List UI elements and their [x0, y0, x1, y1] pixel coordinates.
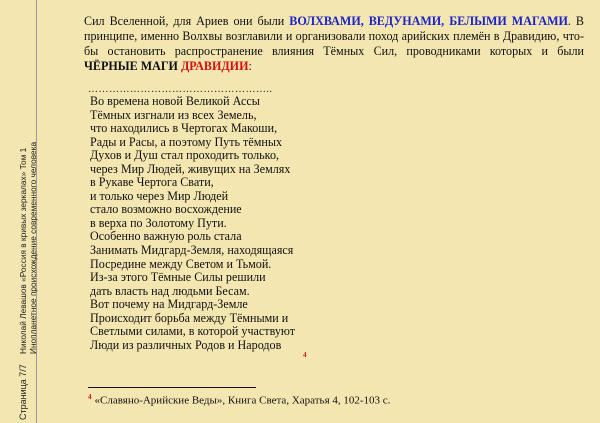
- book-title: Николай Левашов «Россия в кривых зеркалах» Том 1: [18, 147, 28, 354]
- poem-line: Особенно важную роль стала: [90, 229, 242, 244]
- poem-line: Духов и Душ стал проходить только,: [90, 148, 280, 163]
- intro-text-3: :: [248, 59, 252, 73]
- sidebar: [0, 0, 37, 423]
- poem-line: Люди из различных Родов и Народов: [90, 337, 282, 352]
- poem-line: в верха по Золотому Пути.: [90, 215, 227, 230]
- poem-line: что находились в Чертогах Макоши,: [90, 121, 278, 136]
- sidebar-text: [18, 142, 38, 420]
- poem-quote: [90, 95, 350, 352]
- footnote-text: «Славяно-Арийские Веды», Книга Света, Харатья 4, 102-103 с.: [94, 394, 391, 407]
- poem-line: Рады и Расы, а поэтому Путь тёмных: [90, 134, 282, 149]
- poem-line: и только через Мир Людей: [90, 188, 229, 203]
- poem-line: Посредине между Светом и Тьмой.: [90, 256, 272, 271]
- footnote: [88, 393, 390, 407]
- poem-line: через Мир Людей, живущих на Землях: [90, 161, 291, 176]
- poem-line: Светлыми силами, в которой участвуют: [90, 324, 296, 339]
- footnote-divider: [88, 387, 256, 388]
- poem-line: Занимать Мидгард-Земля, находящаяся: [90, 243, 294, 258]
- poem-line: стало возможно восхождение: [90, 202, 242, 217]
- intro-bold-text: ЧЁРНЫЕ МАГИ: [84, 59, 181, 73]
- poem-line: Тёмных изгнали из всех Земель,: [90, 107, 257, 122]
- dotted-separator: ……………………………………………..: [88, 84, 273, 95]
- intro-highlight-red: ДРАВИДИИ: [180, 59, 249, 73]
- footnote-number: 4: [88, 393, 92, 401]
- page-number: Страница 7/7: [18, 364, 28, 420]
- poem-line: дать власть над людьми Бесам.: [90, 283, 250, 298]
- book-subtitle: Инопланетное происхождение современного человека: [28, 141, 38, 354]
- intro-highlight-blue: ВОЛХВАМИ, ВЕДУНАМИ, БЕЛЫМИ МАГАМИ: [289, 14, 568, 28]
- poem-line: Вот почему на Мидгард-Земле: [90, 297, 248, 312]
- main-content: [84, 14, 584, 74]
- footnote-reference: 4: [303, 351, 307, 359]
- poem-line: Во времена новой Великой Ассы: [90, 94, 260, 108]
- poem-line: Происходит борьба между Тёмными и: [90, 310, 289, 325]
- intro-text-2: . В принципе, именно Волхвы возглавили и организовали поход арийских племён в Дравидию, что-бы остановить распространение влияния Тёмных Сил, проводниками которых и были: [84, 14, 584, 58]
- intro-text-1: Сил Вселенной, для Ариев они были: [84, 14, 290, 28]
- poem-line: в Рукаве Чертога Свати,: [90, 175, 214, 190]
- intro-paragraph: [84, 14, 584, 74]
- poem-line: Из-за этого Тёмные Силы решили: [90, 270, 266, 285]
